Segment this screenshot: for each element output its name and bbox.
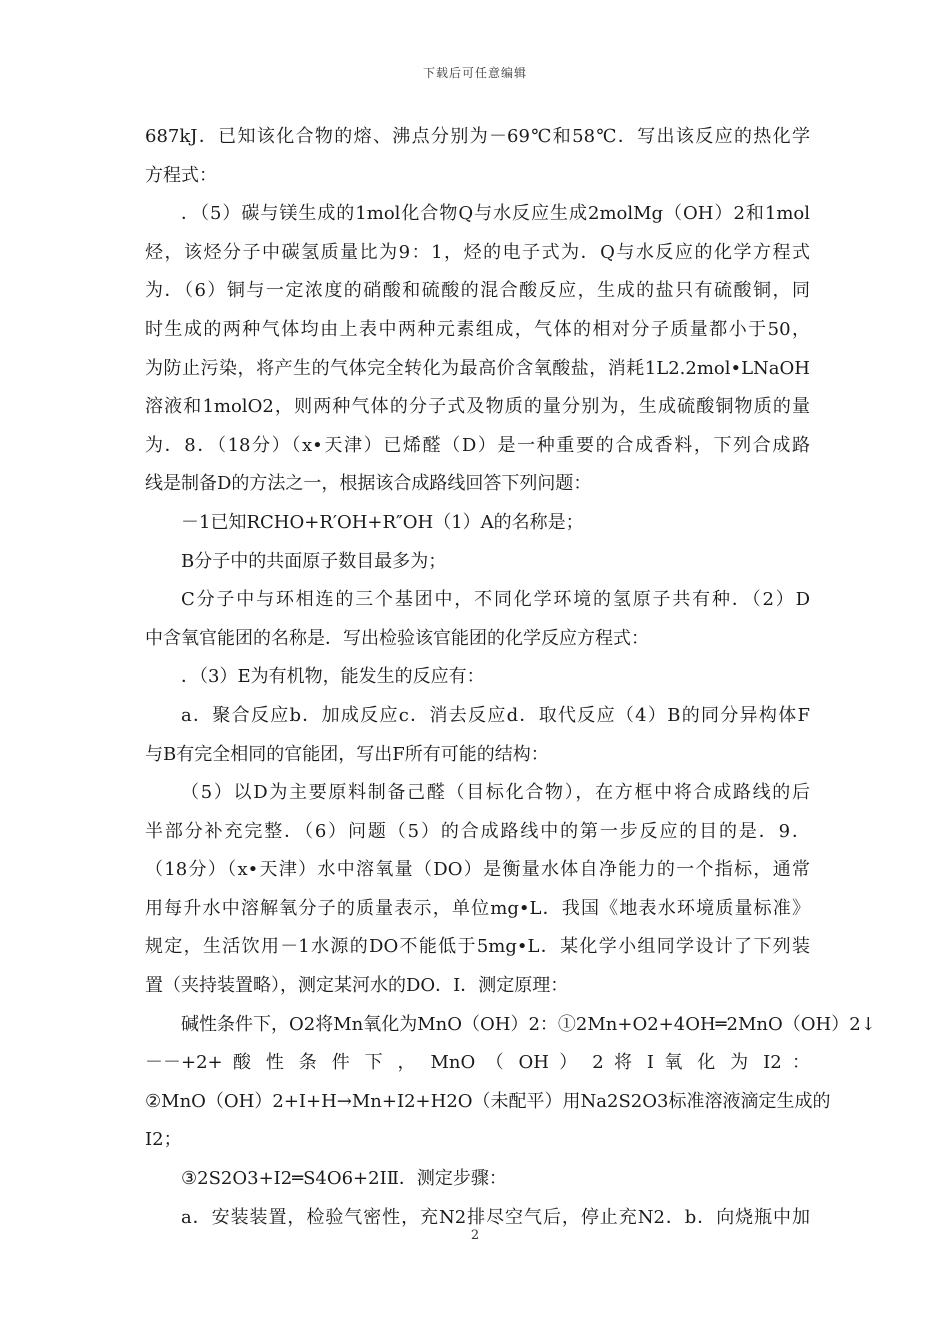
text-line: 为．8．（18分）（x•天津）已烯醛（D）是一种重要的合成香料，下列合成路 [145,434,810,456]
text-line: B分子中的共面原子数目最多为； [181,550,447,572]
text-line: I2； [145,1129,182,1151]
text-line: 为．（6）铜与一定浓度的硝酸和硫酸的混合酸反应，生成的盐只有硫酸铜，同 [145,280,810,302]
text-line: －－+2+ 酸 性 条 件 下 ， MnO （ OH ） 2 将 I 氧 化 为 I2 ： [145,1052,810,1074]
text-line: 与B有完全相同的官能团，写出F所有可能的结构： [145,743,549,765]
text-line: 线是制备D的方法之一，根据该合成路线回答下列问题： [145,473,592,495]
text-line: （5）以D为主要原料制备己醛（目标化合物），在方框中将合成路线的后 [181,782,810,804]
text-line: 用每升水中溶解氧分子的质量表示，单位mg•L．我国《地表水环境质量标准》 [145,897,810,919]
text-line: 方程式： [145,164,217,186]
text-line: 烃，该烃分子中碳氢质量比为9：1，烃的电子式为．Q与水反应的化学方程式 [145,241,810,263]
text-line: 半部分补充完整．（6）问题（5）的合成路线中的第一步反应的目的是．9． [145,820,810,842]
text-line: 时生成的两种气体均由上表中两种元素组成，气体的相对分子质量都小于50， [145,318,810,340]
page-number: 2 [470,1228,480,1243]
text-line: ③2S2O3+I2═S4O6+2IⅡ．测定步骤： [181,1168,507,1190]
text-line: 为防止污染，将产生的气体完全转化为最高价含氧酸盐，消耗1L2.2mol•LNaOH [145,357,810,379]
page-header: 下载后可任意编辑 [422,66,527,80]
text-line: －1已知RCHO+R′OH+R″OH（1）A的名称是； [181,511,584,533]
text-line: C分子中与环相连的三个基团中，不同化学环境的氢原子共有种．（2）D [181,589,810,611]
text-line: a．安装装置，检验气密性，充N2排尽空气后，停止充N2．b．向烧瓶中加 [181,1206,810,1228]
document-body [145,118,876,1237]
text-line: 碱性条件下，O2将Mn氧化为MnO（OH）2：①2Mn+O2+4OH═2MnO（OH）2↓ [181,1013,876,1035]
text-line: ．（3）E为有机物，能发生的反应有： [181,666,485,688]
text-line: 687kJ．已知该化合物的熔、沸点分别为－69℃和58℃．写出该反应的热化学 [145,126,810,147]
text-line: 规定，生活饮用－1水源的DO不能低于5mg•L．某化学小组同学设计了下列装 [145,936,810,958]
text-line: ．（5）碳与镁生成的1mol化合物Q与水反应生成2molMg（OH）2和1mol [181,203,810,225]
text-line: ②MnO（OH）2+I+H→Mn+I2+H2O（未配平）用Na2S2O3标准溶液滴定生成的 [145,1090,831,1112]
text-line: 中含氧官能团的名称是．写出检验该官能团的化学反应方程式： [145,627,649,649]
text-line: 置（夹持装置略），测定某河水的DO．Ⅰ．测定原理： [145,975,569,997]
text-line: 溶液和1molO2，则两种气体的分子式及物质的量分别为，生成硫酸铜物质的量 [145,396,810,418]
text-line: （18分）（x•天津）水中溶氧量（DO）是衡量水体自净能力的一个指标，通常 [145,859,810,881]
text-line: a．聚合反应b．加成反应c．消去反应d．取代反应（4）B的同分异构体F [181,704,810,726]
